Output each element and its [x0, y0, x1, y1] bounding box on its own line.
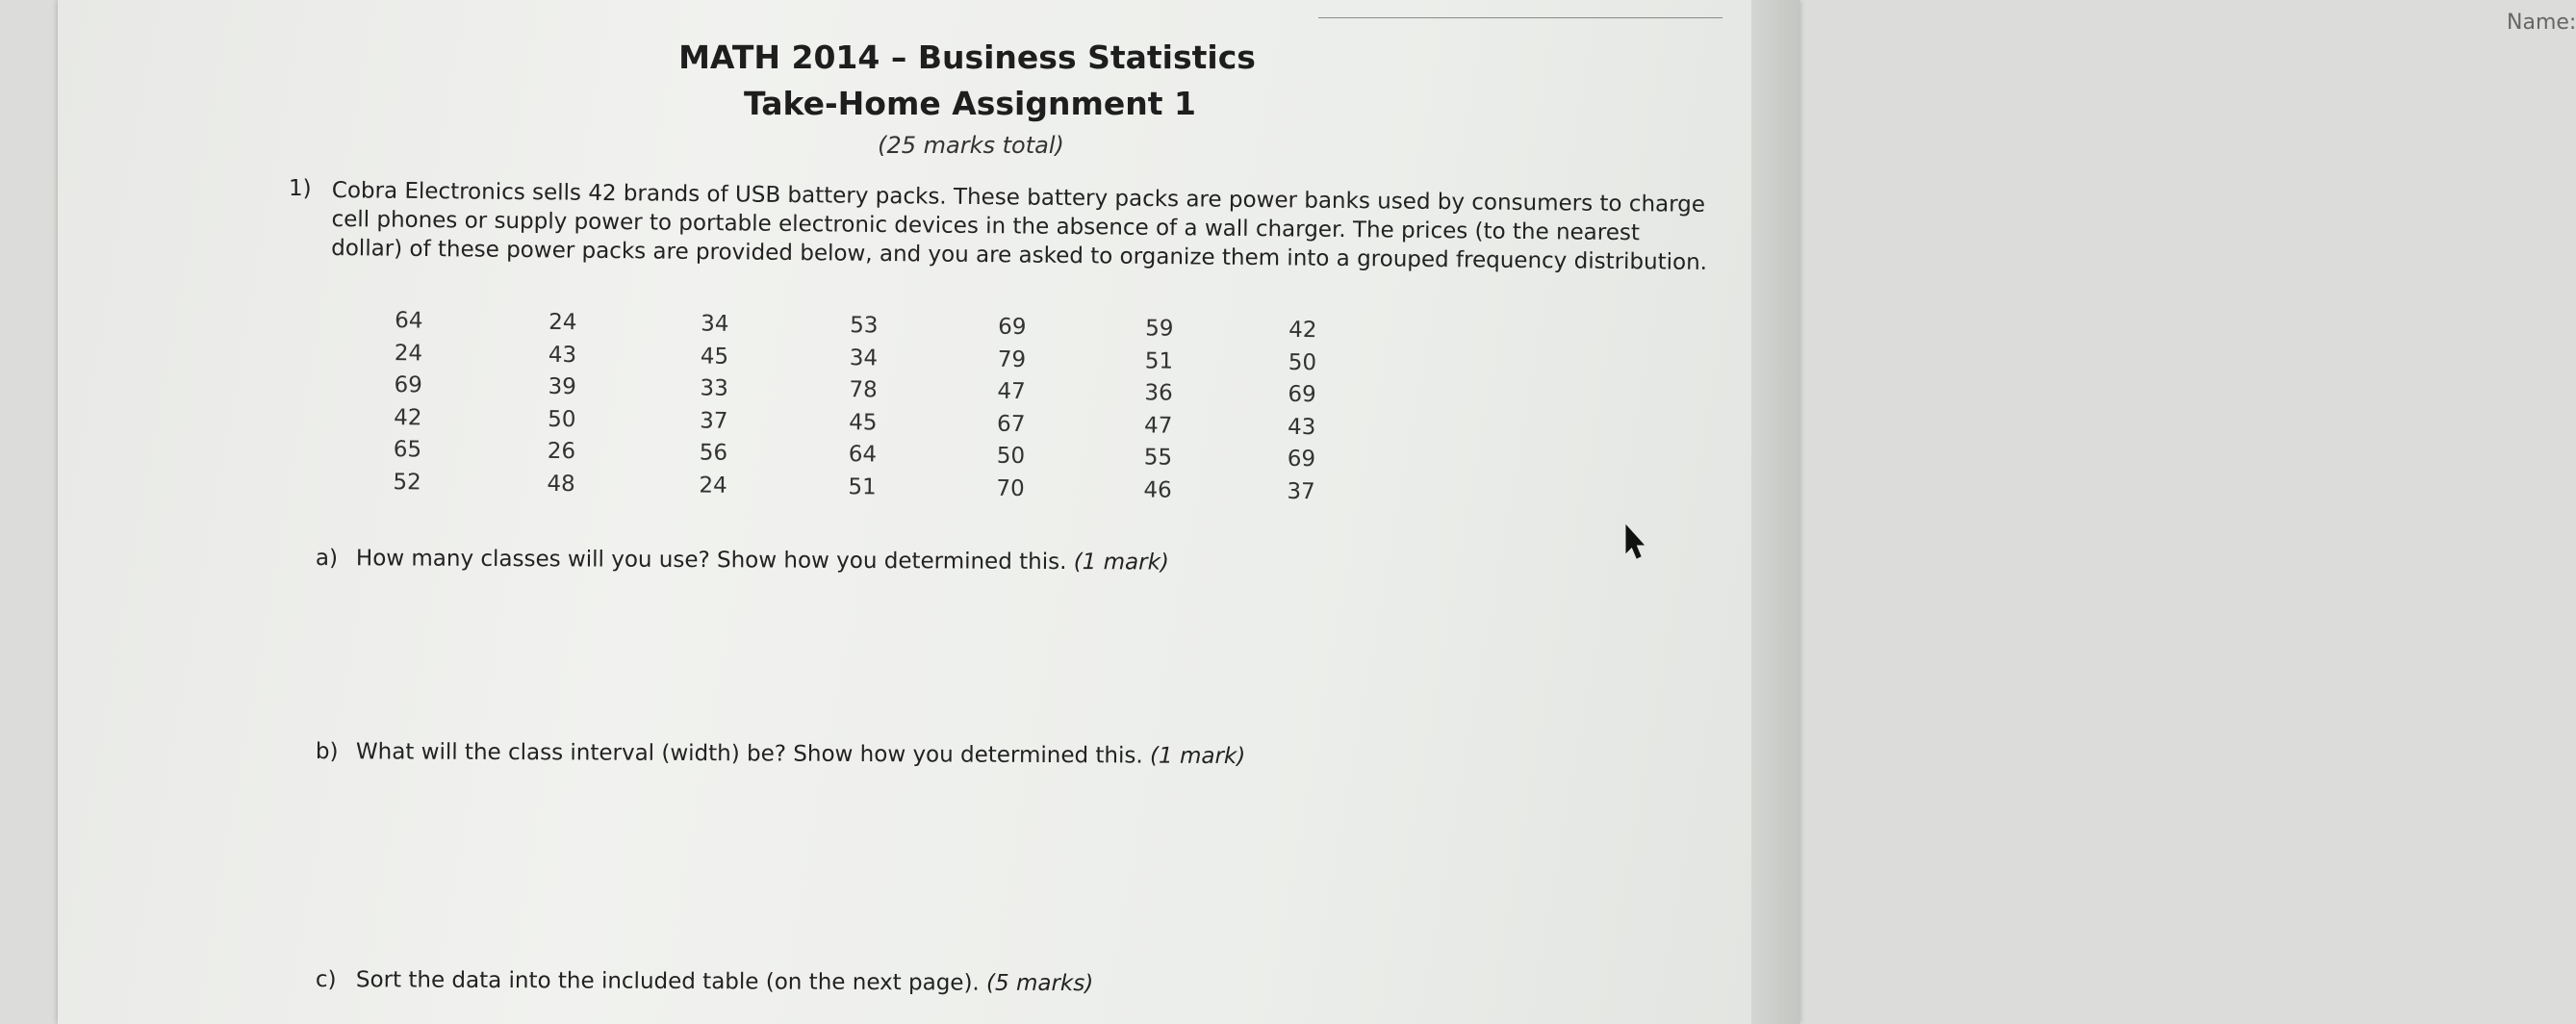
part-marks: (5 marks): [986, 970, 1094, 997]
data-cell: 69: [1287, 446, 1316, 473]
data-cell: 64: [395, 308, 423, 334]
data-cell: 51: [1144, 347, 1174, 374]
data-cell: 70: [996, 475, 1025, 501]
data-cell: 51: [848, 474, 877, 499]
data-cell: 50: [1288, 349, 1317, 375]
data-cell: 37: [1287, 478, 1315, 504]
data-column: [1272, 318, 1332, 512]
data-cell: 50: [548, 406, 576, 432]
course-title: MATH 2014 – Business Statistics: [678, 38, 1256, 76]
part-label: a): [315, 546, 339, 572]
name-line: [1318, 11, 2576, 35]
data-cell: 67: [996, 411, 1026, 437]
question-part-a: [316, 546, 1169, 576]
part-label: c): [315, 967, 337, 993]
data-cell: 47: [1143, 412, 1173, 439]
data-cell: 37: [700, 407, 728, 434]
data-cell: 53: [850, 313, 879, 339]
data-cell: 34: [701, 311, 729, 337]
data-column: [833, 313, 893, 507]
part-text: How many classes will you use? Show how you determined this.: [355, 546, 1067, 576]
paper-sheet: [58, 0, 2576, 1024]
assignment-title: Take-Home Assignment 1: [744, 85, 1196, 122]
data-cell: 55: [1143, 445, 1173, 471]
data-column: [684, 311, 744, 505]
data-column: [532, 310, 592, 504]
data-cell: 69: [1288, 381, 1316, 408]
data-cell: 46: [1143, 476, 1172, 503]
data-cell: 24: [548, 309, 577, 336]
data-column: [1129, 316, 1188, 510]
data-cell: 47: [997, 378, 1026, 405]
part-text: What will the class interval (width) be? Show how you determined this.: [355, 739, 1143, 769]
data-cell: 64: [848, 442, 878, 468]
data-cell: 34: [849, 345, 879, 371]
data-cell: 39: [548, 373, 576, 400]
data-cell: 45: [700, 343, 729, 370]
data-cell: 45: [849, 409, 878, 435]
data-cell: 43: [1287, 414, 1316, 440]
data-cell: 43: [548, 342, 577, 368]
data-cell: 42: [394, 404, 422, 430]
data-cell: 52: [393, 469, 421, 495]
data-cell: 42: [1288, 317, 1317, 344]
data-cell: 24: [394, 340, 423, 366]
data-column: [982, 315, 1041, 509]
price-data-grid: [378, 308, 1323, 520]
total-marks: (25 marks total): [878, 132, 1064, 159]
data-cell: 36: [1144, 380, 1173, 406]
part-label: b): [315, 739, 339, 765]
part-text: Sort the data into the included table (on the next page).: [355, 967, 980, 996]
data-cell: 65: [393, 437, 422, 463]
data-cell: 50: [996, 443, 1026, 470]
name-label: Name:: [2507, 11, 2576, 35]
question-part-b: [316, 739, 1245, 769]
question-number: 1): [289, 176, 312, 201]
data-cell: 59: [1145, 316, 1174, 342]
data-cell: 79: [997, 346, 1027, 372]
part-marks: (1 mark): [1073, 550, 1169, 576]
data-cell: 69: [394, 372, 422, 398]
question-text: Cobra Electronics sells 42 brands of USB battery packs. These battery packs are power banks used by consumers to charge cell phones or supply power to portable electronic devices in the absence of a wall charger. The prices (to the nearest dollar) of these power packs are provided below, and you are asked to organize them into a grouped frequency distribution.: [331, 177, 1708, 275]
mouse-pointer-icon: [1622, 524, 1645, 562]
question-part-c: [316, 967, 1093, 996]
data-cell: 48: [547, 471, 575, 497]
data-column: [378, 308, 438, 502]
data-cell: 56: [699, 440, 728, 466]
data-cell: 69: [998, 314, 1027, 341]
data-cell: 24: [699, 472, 727, 499]
data-cell: 26: [547, 438, 576, 465]
data-cell: 78: [849, 377, 878, 403]
data-cell: 33: [700, 375, 728, 401]
part-marks: (1 mark): [1149, 743, 1246, 770]
